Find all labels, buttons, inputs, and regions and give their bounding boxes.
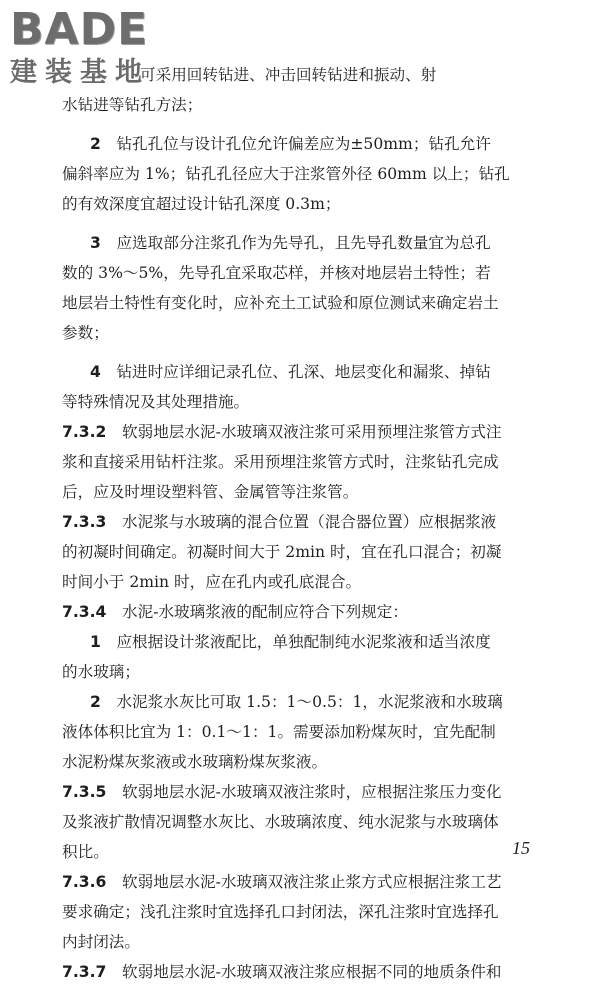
line-text: 水钻进等钻孔方法；	[62, 96, 203, 114]
clause-number: 7.3.5	[62, 783, 107, 801]
line-text: 积比。	[62, 843, 109, 861]
clause-number: 7.3.6	[62, 873, 107, 891]
text-line	[62, 747, 327, 777]
line-text: 水泥-水玻璃浆液的配制应符合下列规定：	[122, 603, 408, 621]
text-line	[62, 957, 502, 987]
clause-number: 7.3.4	[62, 603, 107, 621]
line-text: 地层岩土特性有变化时，应补充土工试验和原位测试来确定岩土	[62, 294, 499, 312]
text-line	[90, 687, 503, 717]
text-line	[62, 159, 510, 189]
text-line	[90, 357, 491, 387]
clause-number: 4	[90, 363, 101, 381]
clause-number: 3	[90, 234, 101, 252]
text-line	[62, 387, 249, 417]
line-text: 的有效深度宜超过设计钻孔深度 0.3m；	[62, 195, 341, 213]
text-line	[62, 897, 499, 927]
line-text: 数的 3%～5%，先导孔宜采取芯样，并核对地层岩土特性；若	[62, 264, 491, 282]
clause-number: 1	[90, 633, 101, 651]
line-text: 软弱地层水泥-水玻璃双液注浆时，应根据注浆压力变化	[122, 783, 502, 801]
line-text: 要求确定；浅孔注浆时宜选择孔口封闭法，深孔注浆时宜选择孔	[62, 903, 499, 921]
line-text: 时间小于 2min 时，应在孔内或孔底混合。	[62, 573, 362, 591]
watermark-subtitle: 建装基地	[10, 57, 150, 88]
page-number: 15	[512, 838, 530, 858]
line-text: 软弱地层水泥-水玻璃双液注浆应根据不同的地质条件和	[122, 963, 502, 981]
text-line	[90, 627, 491, 657]
text-line	[62, 318, 109, 348]
line-text: 水泥浆水灰比可取 1.5：1～0.5：1，水泥浆液和水玻璃	[116, 693, 503, 711]
text-line	[62, 567, 361, 597]
clause-number: 2	[90, 693, 101, 711]
line-text: 后，应及时埋设塑料管、金属管等注浆管。	[62, 483, 359, 501]
line-text: 应根据设计浆液配比，单独配制纯水泥浆液和适当浓度	[116, 633, 491, 651]
text-line	[62, 189, 340, 219]
clause-number: 2	[90, 135, 101, 153]
clause-number: 7.3.2	[62, 423, 107, 441]
line-text: 偏斜率应为 1%；钻孔孔径应大于注浆管外径 60mm 以上；钻孔	[62, 165, 510, 183]
line-text: 的初凝时间确定。初凝时间大于 2min 时，宜在孔口混合；初凝	[62, 543, 502, 561]
line-text: 水泥粉煤灰浆液或水玻璃粉煤灰浆液。	[62, 753, 328, 771]
line-text: 水泥浆与水玻璃的混合位置（混合器位置）应根据浆液	[122, 513, 497, 531]
line-text: 等特殊情况及其处理措施。	[62, 393, 250, 411]
line-text: 可采用回转钻进、冲击回转钻进和振动、射	[140, 66, 437, 84]
line-text: 软弱地层水泥-水玻璃双液注浆止浆方式应根据注浆工艺	[122, 873, 502, 891]
line-text: 液体体积比宜为 1：0.1～1：1。需要添加粉煤灰时，宜先配制	[62, 723, 496, 741]
clause-number: 7.3.7	[62, 963, 107, 981]
line-text: 浆和直接采用钻杆注浆。采用预埋注浆管方式时，注浆钻孔完成	[62, 453, 499, 471]
text-line	[62, 258, 491, 288]
line-text: 钻进时应详细记录孔位、孔深、地层变化和漏浆、掉钻	[116, 363, 491, 381]
line-text: 参数；	[62, 324, 109, 342]
text-line	[62, 90, 202, 120]
text-line	[90, 228, 491, 258]
text-line	[62, 477, 358, 507]
text-line	[62, 657, 140, 687]
line-text: 钻孔孔位与设计孔位允许偏差应为±50mm；钻孔允许	[116, 135, 491, 153]
text-line	[90, 129, 491, 159]
line-text: 及浆液扩散情况调整水灰比、水玻璃浓度、纯水泥浆与水玻璃体	[62, 813, 499, 831]
line-text: 软弱地层水泥-水玻璃双液注浆可采用预埋注浆管方式注	[122, 423, 502, 441]
text-line	[62, 777, 502, 807]
text-line	[62, 597, 408, 627]
text-line	[62, 447, 499, 477]
text-line	[62, 807, 499, 837]
line-text: 的水玻璃；	[62, 663, 140, 681]
text-line	[62, 537, 502, 567]
watermark-brand: BADE	[10, 4, 149, 55]
text-line	[62, 717, 496, 747]
text-line	[62, 288, 499, 318]
text-line	[140, 60, 436, 90]
text-line	[62, 927, 140, 957]
text-line	[62, 867, 502, 897]
text-line	[62, 837, 109, 867]
clause-number: 7.3.3	[62, 513, 107, 531]
text-line	[62, 507, 496, 537]
line-text: 应选取部分注浆孔作为先导孔，且先导孔数量宜为总孔	[116, 234, 491, 252]
line-text: 内封闭法。	[62, 933, 140, 951]
text-line	[62, 417, 502, 447]
